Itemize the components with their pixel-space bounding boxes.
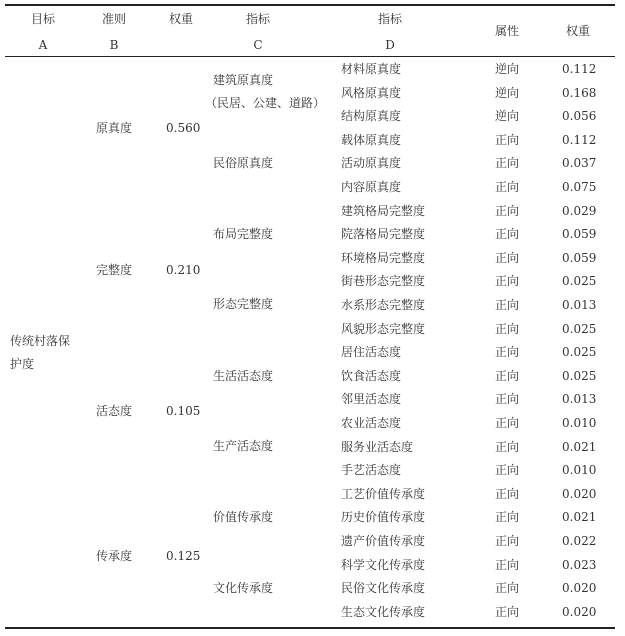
weight-value: 0.010: [562, 416, 597, 430]
attribute-value: 正向: [494, 463, 520, 477]
indicator-d: 风貌形态完整度: [341, 322, 426, 336]
indicator-d: 载体原真度: [341, 133, 402, 147]
weight-value: 0.022: [562, 534, 597, 548]
indicator-c: 文化传承度: [213, 581, 274, 595]
indicator-d: 院落格局完整度: [341, 227, 426, 241]
target-line-2: 护度: [10, 357, 35, 371]
weight-value: 0.023: [562, 558, 597, 572]
attribute-value: 正向: [494, 133, 520, 147]
indicator-d: 农业活态度: [341, 416, 402, 430]
criterion-weight: 0.210: [166, 263, 201, 277]
attribute-value: 正向: [494, 605, 520, 619]
indicator-d: 居住活态度: [341, 345, 402, 359]
weight-value: 0.025: [562, 345, 597, 359]
attribute-value: 正向: [494, 392, 520, 406]
weight-value: 0.059: [562, 251, 597, 265]
attribute-value: 正向: [494, 322, 520, 336]
weight-value: 0.025: [562, 274, 597, 288]
weight-value: 0.013: [562, 392, 597, 406]
bottom-rule: [5, 627, 615, 629]
criterion-name: 完整度: [96, 263, 133, 277]
indicator-c: 建筑原真度: [213, 73, 274, 87]
weight-value: 0.059: [562, 227, 597, 241]
weight-value: 0.021: [562, 510, 597, 524]
weight-value: 0.075: [562, 180, 597, 194]
criterion-weight: 0.125: [166, 549, 201, 563]
weight-value: 0.013: [562, 298, 597, 312]
weight-value: 0.025: [562, 369, 597, 383]
header-weight-d: 权重: [565, 24, 591, 38]
header-target: 目标: [30, 12, 56, 26]
indicator-d: 工艺价值传承度: [341, 487, 426, 501]
weight-value: 0.056: [562, 109, 597, 123]
indicator-d: 遗产价值传承度: [341, 534, 426, 548]
criterion-name: 原真度: [96, 121, 133, 135]
indicator-d: 建筑格局完整度: [341, 204, 426, 218]
target-line-1: 传统村落保: [10, 334, 71, 348]
top-rule: [5, 4, 615, 6]
attribute-value: 正向: [494, 227, 520, 241]
attribute-value: 正向: [494, 440, 520, 454]
weight-value: 0.025: [562, 322, 597, 336]
indicator-d: 活动原真度: [341, 156, 402, 170]
indicator-d: 饮食活态度: [341, 369, 402, 383]
indicator-c: 民俗原真度: [213, 156, 274, 170]
attribute-value: 正向: [494, 510, 520, 524]
indicator-d: 街巷形态完整度: [341, 274, 426, 288]
indicator-c: 形态完整度: [213, 297, 274, 311]
weight-value: 0.112: [562, 133, 597, 147]
header-attribute: 属性: [494, 24, 520, 38]
header-indicator-d-code: D: [385, 38, 395, 52]
indicator-d: 风格原真度: [341, 86, 402, 100]
indicator-d: 邻里活态度: [341, 392, 402, 406]
header-indicator-c-code: C: [253, 38, 263, 52]
indicator-d: 环境格局完整度: [341, 251, 426, 265]
header-rule: [5, 56, 615, 57]
weight-value: 0.020: [562, 487, 597, 501]
criterion-name: 传承度: [96, 549, 133, 563]
weight-value: 0.010: [562, 463, 597, 477]
indicator-d: 服务业活态度: [341, 440, 414, 454]
attribute-value: 正向: [494, 298, 520, 312]
weight-value: 0.168: [562, 86, 597, 100]
indicator-c: 生产活态度: [213, 439, 274, 453]
weight-value: 0.020: [562, 605, 597, 619]
attribute-value: 正向: [494, 534, 520, 548]
criterion-name: 活态度: [96, 404, 133, 418]
indicator-d: 科学文化传承度: [341, 558, 426, 572]
header-target-code: A: [38, 38, 48, 52]
indicator-d: 材料原真度: [341, 62, 402, 76]
indicator-d: 内容原真度: [341, 180, 402, 194]
indicator-d: 结构原真度: [341, 109, 402, 123]
attribute-value: 正向: [494, 204, 520, 218]
indicator-d: 生态文化传承度: [341, 605, 426, 619]
attribute-value: 正向: [494, 274, 520, 288]
attribute-value: 正向: [494, 558, 520, 572]
weight-value: 0.021: [562, 440, 597, 454]
attribute-value: 正向: [494, 369, 520, 383]
attribute-value: 正向: [494, 416, 520, 430]
attribute-value: 逆向: [494, 62, 520, 76]
header-criterion: 准则: [101, 12, 127, 26]
indicator-c: 布局完整度: [213, 227, 274, 241]
weight-value: 0.020: [562, 581, 597, 595]
weight-value: 0.037: [562, 156, 597, 170]
indicator-c: 生活活态度: [213, 369, 274, 383]
criterion-weight: 0.560: [166, 121, 201, 135]
indicator-d: 历史价值传承度: [341, 510, 426, 524]
attribute-value: 正向: [494, 581, 520, 595]
criterion-weight: 0.105: [166, 404, 201, 418]
indicator-c: 价值传承度: [213, 510, 274, 524]
attribute-value: 逆向: [494, 109, 520, 123]
indicator-d: 民俗文化传承度: [341, 581, 426, 595]
attribute-value: 逆向: [494, 86, 520, 100]
attribute-value: 正向: [494, 180, 520, 194]
header-indicator-d: 指标: [377, 12, 403, 26]
header-criterion-code: B: [109, 38, 119, 52]
indicator-d: 手艺活态度: [341, 463, 402, 477]
indicator-d: 水系形态完整度: [341, 298, 426, 312]
header-indicator-c: 指标: [245, 12, 271, 26]
attribute-value: 正向: [494, 487, 520, 501]
attribute-value: 正向: [494, 345, 520, 359]
indicator-c-note: （民居、公建、道路）: [205, 96, 326, 110]
header-weight-b: 权重: [168, 12, 194, 26]
weight-value: 0.112: [562, 62, 597, 76]
attribute-value: 正向: [494, 156, 520, 170]
weight-value: 0.029: [562, 204, 597, 218]
attribute-value: 正向: [494, 251, 520, 265]
